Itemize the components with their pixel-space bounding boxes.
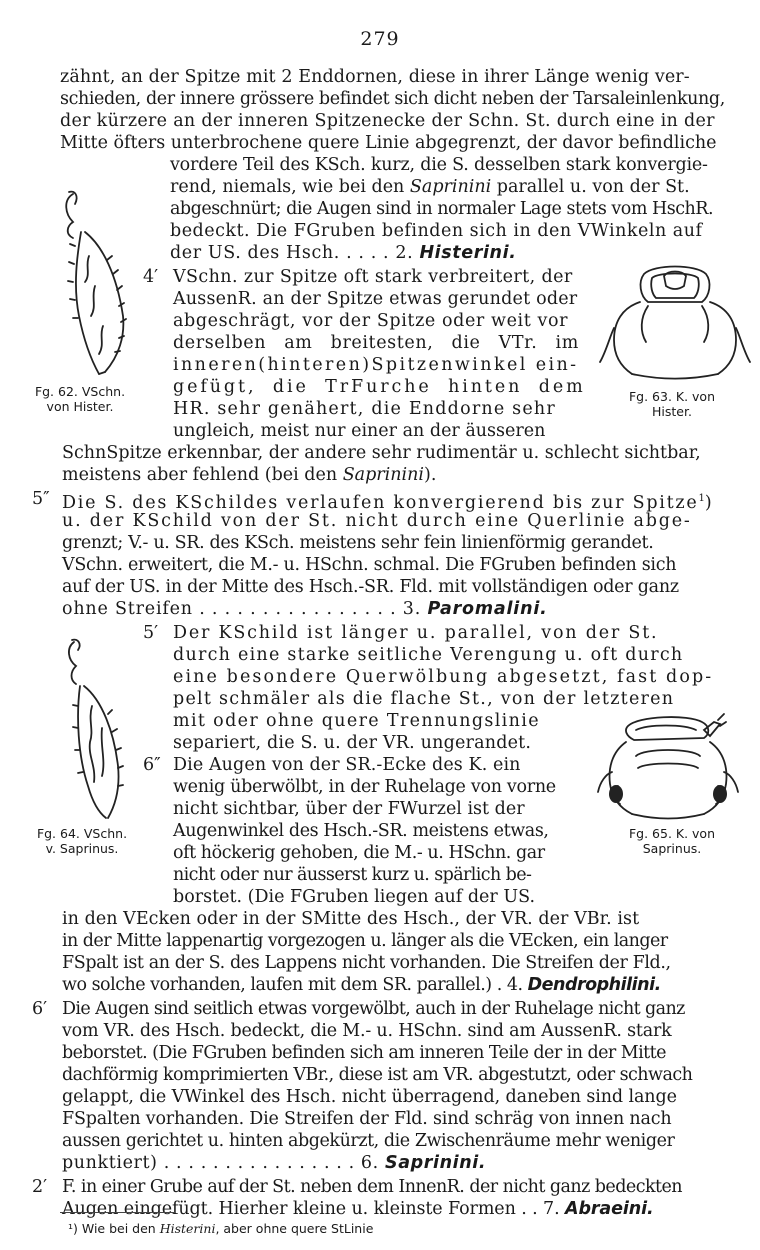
text-line: vom VR. des Hsch. bedeckt, die M.- u. HSchn. sind am AussenR. stark	[62, 1021, 672, 1041]
text-line: pelt schmäler als die flache St., von der letzteren	[173, 689, 675, 709]
text-line: zähnt, an der Spitze mit 2 Enddornen, diese in ihrer Länge wenig ver-	[60, 67, 690, 87]
caption-line: Fg. 64. VSchn.	[36, 826, 128, 841]
text-line: FSpalt ist an der S. des Lappens nicht vorhanden. Die Streifen der Fld.,	[62, 953, 671, 973]
text-line: dachförmig komprimierten VBr., diese ist am VR. abgestutzt, oder schwach	[62, 1065, 693, 1085]
footnote-text: Wie bei den	[77, 1221, 160, 1236]
text-run: )	[704, 492, 714, 513]
caption-line: Fg. 63. K. von	[628, 389, 716, 404]
text-line: aussen gerichtet u. hinten abgekürzt, die Zwischenräume mehr weniger	[62, 1131, 675, 1151]
text-run: der US. des Hsch. . . . . 2.	[170, 243, 420, 263]
caption-line: Fg. 65. K. von	[628, 826, 716, 841]
text-line: nicht oder nur äusserst kurz u. spärlich be-	[173, 865, 532, 885]
footnote-ref: 1	[698, 493, 705, 504]
text-line	[62, 1198, 654, 1220]
text-line	[170, 176, 690, 198]
text-line: FSpalten vorhanden. Die Streifen der Fld. sind schräg von innen nach	[62, 1109, 672, 1129]
figure-62-tibia-illustration	[55, 186, 145, 381]
page-number: 279	[360, 28, 400, 50]
couplet-number: 6′	[32, 999, 48, 1019]
text-line: vordere Teil des KSch. kurz, die S. desselben stark konvergie-	[170, 155, 708, 175]
couplet-number: 2′	[32, 1177, 48, 1197]
text-run: punktiert) . . . . . . . . . . . . . . . . 6.	[62, 1153, 385, 1173]
text-line: u. der KSchild von der St. nicht durch eine Querlinie abge-	[62, 511, 692, 531]
text-line: abgeschnürt; die Augen sind in normaler Lage stets vom HschR.	[170, 199, 714, 219]
text-line: oft höckerig gehoben, die M.- u. HSchn. gar	[173, 843, 545, 863]
couplet-number: 6″	[143, 755, 161, 775]
caption-line: v. Saprinus.	[45, 841, 119, 856]
text-line: F. in einer Grube auf der St. neben dem InnenR. der nicht ganz bedeckten	[62, 1177, 683, 1197]
text-line: AussenR. an der Spitze etwas gerundet oder	[173, 289, 578, 309]
caption-line: Hister.	[652, 404, 692, 419]
figure-64-caption	[22, 826, 142, 856]
caption-line: Fg. 62. VSchn.	[34, 384, 126, 399]
taxon-name: Saprinini	[409, 177, 492, 197]
text-line: schieden, der innere grössere befindet sich dicht neben der Tarsaleinlenkung,	[60, 89, 725, 109]
text-line: der kürzere an der inneren Spitzenecke der Schn. St. durch eine in der	[60, 111, 715, 131]
figure-63-caption	[612, 389, 732, 419]
text-line: grenzt; V.- u. SR. des KSch. meistens sehr fein linienförmig gerandet.	[62, 533, 654, 553]
text-line: gefügt, die TrFurche hinten dem	[173, 377, 586, 397]
figure-62-caption	[20, 384, 140, 414]
tribe-name: Dendrophilini.	[527, 975, 661, 995]
text-line: inneren(hinteren)Spitzenwinkel ein-	[173, 355, 579, 375]
text-line: gelappt, die VWinkel des Hsch. nicht überragend, daneben sind lange	[62, 1087, 677, 1107]
text-line	[62, 598, 548, 620]
text-line: mit oder ohne quere Trennungslinie	[173, 711, 540, 731]
text-line: HR. sehr genähert, die Enddorne sehr	[173, 399, 556, 419]
caption-line: Saprinus.	[642, 841, 702, 856]
text-run: rend, niemals, wie bei den	[170, 177, 410, 197]
text-line: beborstet. (Die FGruben befinden sich am inneren Teile der in der Mitte	[62, 1043, 666, 1063]
text-line: VSchn. erweitert, die M.- u. HSchn. schmal. Die FGruben befinden sich	[62, 555, 677, 575]
text-line: Die Augen von der SR.-Ecke des K. ein	[173, 755, 521, 775]
footnote-text: , aber ohne quere StLinie	[215, 1221, 374, 1236]
tribe-name: Saprinini.	[385, 1153, 487, 1173]
text-line: in den VEcken oder in der SMitte des Hsch., der VR. der VBr. ist	[62, 909, 640, 929]
figure-64-tibia-illustration	[62, 636, 142, 821]
text-line: bedeckt. Die FGruben befinden sich in den VWinkeln auf	[170, 221, 703, 241]
text-line	[170, 242, 516, 264]
text-run: parallel u. von der St.	[491, 177, 690, 197]
text-line: Der KSchild ist länger u. parallel, von der St.	[173, 623, 659, 643]
figure-65-caption	[612, 826, 732, 856]
text-run: Augen eingefügt. Hierher kleine u. kleinste Formen . . 7.	[62, 1199, 566, 1219]
text-line: Die Augen sind seitlich etwas vorgewölbt, auch in der Ruhelage nicht ganz	[62, 999, 685, 1019]
text-line: separiert, die S. u. der VR. ungerandet.	[173, 733, 532, 753]
figure-63-head-illustration	[600, 262, 750, 382]
footnote	[68, 1221, 373, 1236]
text-line: eine besondere Querwölbung abgesetzt, fast dop-	[173, 667, 714, 687]
text-line: ungleich, meist nur einer an der äusseren	[173, 421, 546, 441]
text-run: ohne Streifen . . . . . . . . . . . . . . . . 3.	[62, 599, 428, 619]
text-line: derselben am breitesten, die VTr. im	[173, 333, 579, 353]
text-line: nicht sichtbar, über der FWurzel ist der	[173, 799, 525, 819]
figure-65-head-illustration	[598, 712, 748, 827]
text-line: VSchn. zur Spitze oft stark verbreitert, der	[173, 267, 573, 287]
text-line	[62, 464, 436, 486]
text-line: abgeschrägt, vor der Spitze oder weit vor	[173, 311, 569, 331]
couplet-number: 5′	[143, 623, 159, 643]
couplet-number: 4′	[143, 267, 159, 287]
text-line: wenig überwölbt, in der Ruhelage von vorne	[173, 777, 556, 797]
tribe-name: Histerini.	[419, 243, 517, 263]
text-line: auf der US. in der Mitte des Hsch.-SR. Fld. mit vollständigen oder ganz	[62, 577, 679, 597]
text-line: Mitte öfters unterbrochene quere Linie abgegrenzt, der davor befindliche	[60, 133, 717, 153]
text-line	[62, 1152, 486, 1174]
couplet-number: 5″	[32, 489, 50, 509]
text-line: in der Mitte lappenartig vorgezogen u. länger als die VEcken, ein langer	[62, 931, 668, 951]
text-line: borstet. (Die FGruben liegen auf der US.	[173, 887, 536, 907]
text-run: wo solche vorhanden, laufen mit dem SR. parallel.) . 4.	[62, 975, 528, 995]
text-run: meistens aber fehlend (bei den	[62, 465, 343, 485]
caption-line: von Hister.	[46, 399, 114, 414]
taxon-name: Saprinini	[342, 465, 425, 485]
footnote-divider	[60, 1212, 175, 1213]
tribe-name: Abraeini.	[565, 1199, 654, 1219]
text-line: SchnSpitze erkennbar, der andere sehr rudimentär u. schlecht sichtbar,	[62, 443, 701, 463]
text-line: durch eine starke seitliche Verengung u. oft durch	[173, 645, 684, 665]
text-run: ).	[424, 465, 437, 485]
text-line: Augenwinkel des Hsch.-SR. meistens etwas,	[173, 821, 549, 841]
text-run: Die S. des KSchildes verlaufen konvergierend bis zur Spitze	[62, 492, 699, 513]
tribe-name: Paromalini.	[427, 599, 548, 619]
text-line	[62, 974, 661, 996]
taxon-name: Histerini	[159, 1221, 216, 1236]
footnote-mark: ¹)	[68, 1221, 78, 1236]
